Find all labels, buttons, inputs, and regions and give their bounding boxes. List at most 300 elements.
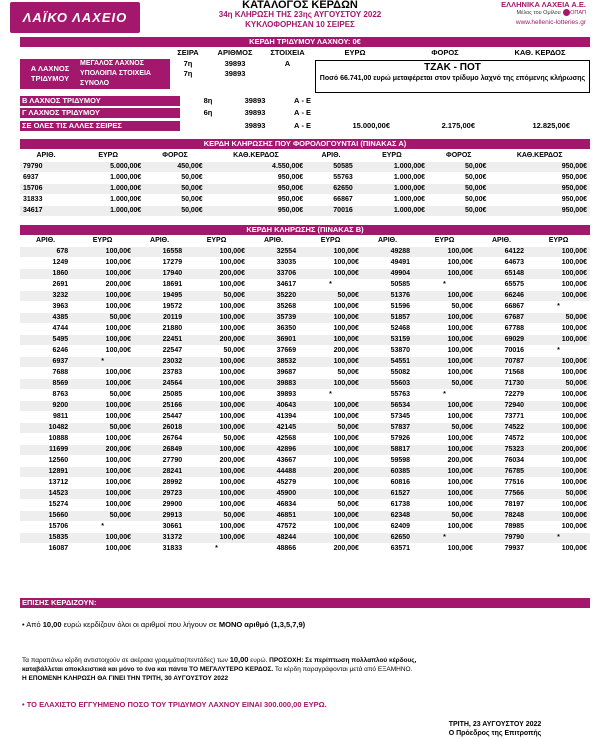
prize-value: 50,00€ bbox=[71, 390, 134, 401]
prize-value: 50,00€ bbox=[185, 291, 248, 302]
prize-value: 100,00€ bbox=[185, 500, 248, 511]
prize-value: 100,00€ bbox=[299, 247, 362, 258]
ticket-number: 7688 bbox=[20, 368, 71, 379]
ticket-number: 48866 bbox=[248, 544, 299, 555]
prize-value: 5.000,00€ bbox=[72, 162, 144, 173]
prize-value: 100,00€ bbox=[413, 401, 476, 412]
table-row bbox=[20, 173, 590, 184]
jackpot-title: ΤΖΑΚ - ΠΟΤ bbox=[424, 62, 481, 73]
ticket-number: 70016 bbox=[476, 346, 527, 357]
prize-value: * bbox=[413, 280, 476, 291]
table-row bbox=[20, 500, 590, 511]
prize-value: * bbox=[527, 533, 590, 544]
ticket-number: 53870 bbox=[362, 346, 413, 357]
prize-value: * bbox=[71, 522, 134, 533]
prize-value: 100,00€ bbox=[185, 390, 248, 401]
prize-value: 100,00€ bbox=[299, 324, 362, 335]
ticket-number: 1860 bbox=[20, 269, 71, 280]
ticket-number: 25085 bbox=[134, 390, 185, 401]
prize-value: 100,00€ bbox=[413, 324, 476, 335]
column-header: ΕΥΡΩ bbox=[71, 236, 134, 247]
prize-value: 100,00€ bbox=[299, 489, 362, 500]
ticket-number: 67687 bbox=[476, 313, 527, 324]
ticket-number: 60385 bbox=[362, 467, 413, 478]
ticket-number: 29900 bbox=[134, 500, 185, 511]
table-row bbox=[20, 368, 590, 379]
ticket-number: 15835 bbox=[20, 533, 71, 544]
a-row-label: ΣΥΝΟΛΟ bbox=[80, 79, 170, 89]
ticket-number: 10888 bbox=[20, 434, 71, 445]
prize-value: 50,00€ bbox=[413, 511, 476, 522]
prize-value: 100,00€ bbox=[71, 346, 134, 357]
ticket-number: 16558 bbox=[134, 247, 185, 258]
ticket-number: 58817 bbox=[362, 445, 413, 456]
ticket-number: 34617 bbox=[20, 206, 72, 217]
prize-value: 1.000,00€ bbox=[72, 173, 144, 184]
table-row bbox=[20, 291, 590, 302]
column-header: ΕΥΡΩ bbox=[413, 236, 476, 247]
ticket-number: 12560 bbox=[20, 456, 71, 467]
ticket-number: 72279 bbox=[476, 390, 527, 401]
ticket-number: 19495 bbox=[134, 291, 185, 302]
ticket-number: 1249 bbox=[20, 258, 71, 269]
ticket-number: 79790 bbox=[476, 533, 527, 544]
ticket-number: 27790 bbox=[134, 456, 185, 467]
prize-value: 100,00€ bbox=[299, 401, 362, 412]
prize-value: 50,00€ bbox=[71, 313, 134, 324]
ticket-number: 39687 bbox=[248, 368, 299, 379]
triple-winnings-bar: ΚΕΡΔΗ ΤΡΙΔΥΜΟΥ ΛΑΧΝΟΥ: 0€ bbox=[20, 37, 590, 47]
prize-value: 100,00€ bbox=[299, 302, 362, 313]
prize-value: 100,00€ bbox=[527, 434, 590, 445]
column-header: ΕΥΡΩ bbox=[527, 236, 590, 247]
ticket-number: 57345 bbox=[362, 412, 413, 423]
c-lachnos-label: Γ ΛΑΧΝΟΣ ΤΡΙΔΥΜΟΥ bbox=[20, 108, 180, 118]
prize-value: 200,00€ bbox=[413, 456, 476, 467]
ticket-number: 67788 bbox=[476, 324, 527, 335]
prize-value: 100,00€ bbox=[185, 423, 248, 434]
ticket-number: 45279 bbox=[248, 478, 299, 489]
b-lachnos-label: Β ΛΑΧΝΟΣ ΤΡΙΔΥΜΟΥ bbox=[20, 96, 180, 106]
ticket-number: 49904 bbox=[362, 269, 413, 280]
ticket-number: 6937 bbox=[20, 357, 71, 368]
table-row bbox=[20, 467, 590, 478]
ticket-number: 33035 bbox=[248, 258, 299, 269]
ticket-number: 51376 bbox=[362, 291, 413, 302]
ticket-number: 78197 bbox=[476, 500, 527, 511]
prize-value: * bbox=[299, 280, 362, 291]
prize-value: 50,00€ bbox=[527, 379, 590, 390]
prize-value: 50,00€ bbox=[71, 511, 134, 522]
prize-value: 100,00€ bbox=[185, 247, 248, 258]
page-title-block bbox=[150, 0, 450, 30]
table-row bbox=[20, 423, 590, 434]
jackpot-box bbox=[315, 60, 590, 93]
prize-value: 100,00€ bbox=[185, 258, 248, 269]
ticket-number: 50,00€ bbox=[428, 206, 489, 217]
prize-value: 100,00€ bbox=[185, 357, 248, 368]
ticket-number: 57926 bbox=[362, 434, 413, 445]
table-row bbox=[20, 412, 590, 423]
ticket-number: 50585 bbox=[306, 162, 356, 173]
prize-value: 50,00€ bbox=[71, 423, 134, 434]
also-win-bar: ΕΠΙΣΗΣ ΚΕΡΔΙΖΟΥΝ: bbox=[20, 598, 590, 608]
ticket-number: 77516 bbox=[476, 478, 527, 489]
prize-value: 100,00€ bbox=[413, 522, 476, 533]
ticket-number: 51857 bbox=[362, 313, 413, 324]
company-name: ΕΛΛΗΝΙΚΑ ΛΑΧΕΙΑ Α.Ε. bbox=[501, 0, 586, 9]
table-row bbox=[20, 346, 590, 357]
a-lachnos-label: Α ΛΑΧΝΟΣ ΤΡΙΔΥΜΟΥ bbox=[20, 59, 80, 89]
prize-value: 50,00€ bbox=[413, 302, 476, 313]
prize-value: 100,00€ bbox=[527, 368, 590, 379]
ticket-number: 450,00€ bbox=[144, 162, 205, 173]
column-header: ΦΟΡΟΣ bbox=[144, 151, 205, 162]
ticket-number: 18691 bbox=[134, 280, 185, 291]
prize-value: 1.000,00€ bbox=[72, 195, 144, 206]
prize-value: 100,00€ bbox=[71, 379, 134, 390]
header bbox=[0, 0, 592, 37]
ticket-number: 6937 bbox=[20, 173, 72, 184]
table-row bbox=[20, 401, 590, 412]
all-series-row: 39893 Α - Ε 15.000,00€ 2.175,00€ 12.825,00€ bbox=[244, 121, 570, 130]
prize-value: 100,00€ bbox=[527, 335, 590, 346]
ticket-number: 25447 bbox=[134, 412, 185, 423]
table-row bbox=[20, 258, 590, 269]
ticket-number: 53159 bbox=[362, 335, 413, 346]
ticket-number: 5495 bbox=[20, 335, 71, 346]
ticket-number: 21880 bbox=[134, 324, 185, 335]
ticket-number: 60816 bbox=[362, 478, 413, 489]
prize-value: 200,00€ bbox=[71, 445, 134, 456]
ticket-number: 30661 bbox=[134, 522, 185, 533]
ticket-number: 77566 bbox=[476, 489, 527, 500]
ticket-number: 54551 bbox=[362, 357, 413, 368]
prize-value: 100,00€ bbox=[71, 434, 134, 445]
ticket-number: 78248 bbox=[476, 511, 527, 522]
ticket-number: 62650 bbox=[306, 184, 356, 195]
prize-value: 50,00€ bbox=[299, 423, 362, 434]
ticket-number: 12891 bbox=[20, 467, 71, 478]
ticket-number: 17940 bbox=[134, 269, 185, 280]
prize-value: 200,00€ bbox=[299, 467, 362, 478]
page-title: ΚΑΤΑΛΟΓΟΣ ΚΕΡΔΩΝ bbox=[242, 0, 358, 11]
table-header-row bbox=[20, 151, 590, 162]
prize-value: 100,00€ bbox=[185, 324, 248, 335]
prize-value: 100,00€ bbox=[71, 478, 134, 489]
prize-value: 100,00€ bbox=[527, 467, 590, 478]
ticket-number: 38532 bbox=[248, 357, 299, 368]
table-row bbox=[20, 533, 590, 544]
ticket-number: 50,00€ bbox=[428, 162, 489, 173]
a-row: 7η 39893 Α bbox=[183, 59, 291, 68]
ticket-number: 50,00€ bbox=[428, 184, 489, 195]
table-row bbox=[20, 390, 590, 401]
ticket-number: 70016 bbox=[306, 206, 356, 217]
ticket-number: 11699 bbox=[20, 445, 71, 456]
ticket-number: 69029 bbox=[476, 335, 527, 346]
ticket-number: 65575 bbox=[476, 280, 527, 291]
prize-value: 200,00€ bbox=[185, 269, 248, 280]
ticket-number: 75323 bbox=[476, 445, 527, 456]
ticket-number: 50,00€ bbox=[144, 206, 205, 217]
ticket-number: 40643 bbox=[248, 401, 299, 412]
ticket-number: 73771 bbox=[476, 412, 527, 423]
prize-value: 200,00€ bbox=[185, 335, 248, 346]
table-row bbox=[20, 544, 590, 555]
prize-value: 100,00€ bbox=[413, 478, 476, 489]
table-row bbox=[20, 247, 590, 258]
prize-value: 100,00€ bbox=[71, 335, 134, 346]
prize-value: 100,00€ bbox=[299, 313, 362, 324]
prize-value: 1.000,00€ bbox=[356, 173, 428, 184]
logo: ΛΑΪΚΟ ΛΑΧΕΙΟ bbox=[10, 2, 140, 33]
prize-value: 100,00€ bbox=[71, 247, 134, 258]
table-row bbox=[20, 280, 590, 291]
ticket-number: 71730 bbox=[476, 379, 527, 390]
prize-value: 50,00€ bbox=[299, 500, 362, 511]
panel-b-table bbox=[20, 236, 590, 555]
c-row: 6η 39893 Α - Ε bbox=[203, 108, 312, 117]
ticket-number: 55763 bbox=[362, 390, 413, 401]
ticket-number: 72940 bbox=[476, 401, 527, 412]
prize-value: 100,00€ bbox=[185, 401, 248, 412]
prize-value: 950,00€ bbox=[206, 195, 307, 206]
prize-value: 50,00€ bbox=[185, 434, 248, 445]
prize-value: 950,00€ bbox=[206, 173, 307, 184]
prize-value: 200,00€ bbox=[299, 346, 362, 357]
ticket-number: 50,00€ bbox=[144, 173, 205, 184]
ticket-number: 76034 bbox=[476, 456, 527, 467]
table-row bbox=[20, 302, 590, 313]
ticket-number: 62348 bbox=[362, 511, 413, 522]
prize-value: 100,00€ bbox=[413, 258, 476, 269]
table-row bbox=[20, 269, 590, 280]
ticket-number: 15660 bbox=[20, 511, 71, 522]
ticket-number: 6246 bbox=[20, 346, 71, 357]
prize-value: 1.000,00€ bbox=[356, 206, 428, 217]
ticket-number: 61527 bbox=[362, 489, 413, 500]
series-info: ΚΥΚΛΟΦΟΡΗΣΑΝ 10 ΣΕΙΡΕΣ bbox=[245, 20, 355, 29]
prize-value: 50,00€ bbox=[413, 379, 476, 390]
ticket-number: 31833 bbox=[134, 544, 185, 555]
column-header: ΕΥΡΩ bbox=[72, 151, 144, 162]
ticket-number: 52468 bbox=[362, 324, 413, 335]
ticket-number: 37669 bbox=[248, 346, 299, 357]
prize-value: 100,00€ bbox=[299, 445, 362, 456]
prize-value: 100,00€ bbox=[413, 489, 476, 500]
prize-value: 100,00€ bbox=[527, 390, 590, 401]
prize-value: * bbox=[527, 302, 590, 313]
prize-value: 100,00€ bbox=[185, 489, 248, 500]
prize-value: 100,00€ bbox=[299, 269, 362, 280]
ticket-number: 42568 bbox=[248, 434, 299, 445]
prize-value: 100,00€ bbox=[527, 522, 590, 533]
prize-value: 50,00€ bbox=[299, 291, 362, 302]
prize-value: 100,00€ bbox=[299, 335, 362, 346]
table-row bbox=[20, 478, 590, 489]
ticket-number: 26018 bbox=[134, 423, 185, 434]
table-row bbox=[20, 456, 590, 467]
member-line: Μέλος του Ομίλου ΟΠΑΠ bbox=[516, 10, 586, 16]
prize-value: 100,00€ bbox=[527, 478, 590, 489]
column-header: ΑΡΙΘ. bbox=[20, 236, 71, 247]
ticket-number: 39893 bbox=[248, 390, 299, 401]
table-row bbox=[20, 434, 590, 445]
prize-value: 100,00€ bbox=[413, 544, 476, 555]
column-header: ΕΥΡΩ bbox=[185, 236, 248, 247]
column-header: ΚΑΘ.ΚΕΡΔΟΣ bbox=[489, 151, 590, 162]
ticket-number: 14523 bbox=[20, 489, 71, 500]
prize-value: * bbox=[527, 346, 590, 357]
table-header-row bbox=[20, 236, 590, 247]
ticket-number: 55082 bbox=[362, 368, 413, 379]
prize-value: * bbox=[71, 357, 134, 368]
ticket-number: 61738 bbox=[362, 500, 413, 511]
table-row bbox=[20, 162, 590, 173]
a-row-label: ΥΠΟΛΟΙΠΑ ΣΤΟΙΧΕΙΑ bbox=[80, 69, 170, 79]
ticket-number: 36350 bbox=[248, 324, 299, 335]
prize-value: 100,00€ bbox=[299, 379, 362, 390]
site-url[interactable]: www.hellenic-lotteries.gr bbox=[515, 19, 586, 26]
prize-value: 100,00€ bbox=[527, 291, 590, 302]
panel-b-title: ΚΕΡΔΗ ΚΛΗΡΩΣΗΣ (ΠΙΝΑΚΑΣ Β) bbox=[20, 225, 590, 235]
ticket-number: 44488 bbox=[248, 467, 299, 478]
ticket-number: 71568 bbox=[476, 368, 527, 379]
prize-value: 100,00€ bbox=[185, 445, 248, 456]
table-row bbox=[20, 324, 590, 335]
prize-value: 100,00€ bbox=[185, 313, 248, 324]
ticket-number: 35268 bbox=[248, 302, 299, 313]
prize-value: 100,00€ bbox=[71, 489, 134, 500]
draw-info: 34η ΚΛΗΡΩΣΗ ΤΗΣ 23ης ΑΥΓΟΥΣΤΟΥ 2022 bbox=[218, 10, 382, 19]
ticket-number: 32554 bbox=[248, 247, 299, 258]
prize-value: 100,00€ bbox=[299, 357, 362, 368]
prize-value: 100,00€ bbox=[527, 412, 590, 423]
prize-value: * bbox=[185, 544, 248, 555]
ticket-number: 79937 bbox=[476, 544, 527, 555]
prize-value: 100,00€ bbox=[185, 379, 248, 390]
table-row bbox=[20, 379, 590, 390]
ticket-number: 28992 bbox=[134, 478, 185, 489]
ticket-number: 36901 bbox=[248, 335, 299, 346]
all-series-label: ΣΕ ΟΛΕΣ ΤΙΣ ΑΛΛΕΣ ΣΕΙΡΕΣ bbox=[20, 121, 180, 131]
ticket-number: 15706 bbox=[20, 522, 71, 533]
ticket-number: 17279 bbox=[134, 258, 185, 269]
prize-value: 50,00€ bbox=[527, 489, 590, 500]
ticket-number: 45900 bbox=[248, 489, 299, 500]
ticket-number: 3963 bbox=[20, 302, 71, 313]
ticket-number: 48244 bbox=[248, 533, 299, 544]
ticket-number: 34617 bbox=[248, 280, 299, 291]
prize-value: 100,00€ bbox=[71, 500, 134, 511]
ticket-number: 79790 bbox=[20, 162, 72, 173]
column-header: ΑΡΙΘ. bbox=[248, 236, 299, 247]
ticket-number: 50,00€ bbox=[428, 173, 489, 184]
ticket-number: 29913 bbox=[134, 511, 185, 522]
ticket-number: 19572 bbox=[134, 302, 185, 313]
prize-value: 100,00€ bbox=[413, 412, 476, 423]
table-row bbox=[20, 522, 590, 533]
prize-value: 100,00€ bbox=[71, 401, 134, 412]
ticket-number: 24564 bbox=[134, 379, 185, 390]
table-row bbox=[20, 184, 590, 195]
ticket-number: 31372 bbox=[134, 533, 185, 544]
prize-value: 100,00€ bbox=[527, 258, 590, 269]
prize-value: 100,00€ bbox=[299, 456, 362, 467]
prize-value: 100,00€ bbox=[413, 434, 476, 445]
column-header: ΑΡΙΘ. bbox=[134, 236, 185, 247]
column-header: ΕΥΡΩ bbox=[356, 151, 428, 162]
prize-value: 100,00€ bbox=[299, 412, 362, 423]
prize-value: 100,00€ bbox=[413, 291, 476, 302]
prize-value: 100,00€ bbox=[299, 434, 362, 445]
prize-value: 100,00€ bbox=[299, 533, 362, 544]
prize-value: 4.550,00€ bbox=[206, 162, 307, 173]
ticket-number: 70787 bbox=[476, 357, 527, 368]
notes-block: Τα παραπάνω κέρδη αντιστοιχούν σε ακέραια γραμμάτια(πεντάδες) των 10,00 ευρώ. ΠΡΟΣΟΧΗ: Σε περίπτωση πολλαπλού κέρδους, καταβάλλεται αποκλειστικά και μόνο το ένα και πάντα ΤΟ ΜΕΓΑΛΥΤΕΡΟ ΚΕΡΔΟΣ. Τα κέρδη παραγράφονται μετά από ΕΞΑΜΗΝΟ. Η ΕΠΟΜΕΝΗ ΚΛΗΡΩΣΗ ΘΑ ΓΙΝΕΙ ΤΗΝ ΤΡΙΤΗ, 30 ΑΥΓΟΥΣΤΟΥ 2022 bbox=[22, 655, 417, 682]
prize-value: 100,00€ bbox=[71, 368, 134, 379]
prize-value: 100,00€ bbox=[185, 302, 248, 313]
ticket-number: 678 bbox=[20, 247, 71, 258]
prize-value: 50,00€ bbox=[185, 511, 248, 522]
prize-value: 200,00€ bbox=[299, 544, 362, 555]
prize-value: 950,00€ bbox=[489, 195, 590, 206]
prize-value: 100,00€ bbox=[413, 346, 476, 357]
column-header: ΚΑΘ.ΚΕΡΔΟΣ bbox=[206, 151, 307, 162]
ticket-number: 66246 bbox=[476, 291, 527, 302]
prize-value: 100,00€ bbox=[527, 280, 590, 291]
ticket-number: 46851 bbox=[248, 511, 299, 522]
prize-value: 100,00€ bbox=[527, 544, 590, 555]
prize-value: * bbox=[299, 390, 362, 401]
ticket-number: 42145 bbox=[248, 423, 299, 434]
prize-value: 1.000,00€ bbox=[356, 195, 428, 206]
ticket-number: 57837 bbox=[362, 423, 413, 434]
prize-value: 200,00€ bbox=[71, 280, 134, 291]
ticket-number: 49491 bbox=[362, 258, 413, 269]
prize-value: 100,00€ bbox=[413, 357, 476, 368]
prize-value: 100,00€ bbox=[527, 511, 590, 522]
ticket-number: 50,00€ bbox=[144, 195, 205, 206]
prize-value: 50,00€ bbox=[413, 423, 476, 434]
prize-value: 100,00€ bbox=[527, 269, 590, 280]
column-header: ΑΡΙΘ. bbox=[476, 236, 527, 247]
prize-value: 100,00€ bbox=[413, 500, 476, 511]
ticket-number: 15706 bbox=[20, 184, 72, 195]
ticket-number: 10482 bbox=[20, 423, 71, 434]
ticket-number: 28241 bbox=[134, 467, 185, 478]
prize-value: 950,00€ bbox=[489, 184, 590, 195]
prize-value: 100,00€ bbox=[527, 357, 590, 368]
ticket-number: 63571 bbox=[362, 544, 413, 555]
ticket-number: 50585 bbox=[362, 280, 413, 291]
columns-header: ΣΕΙΡΑ ΑΡΙΘΜΟΣ ΣΤΟΙΧΕΙΑ ΕΥΡΩ ΦΟΡΟΣ ΚΑΘ. ΚΕΡΔΟΣ bbox=[177, 48, 566, 57]
prize-value: 100,00€ bbox=[71, 324, 134, 335]
table-row bbox=[20, 313, 590, 324]
ticket-number: 4744 bbox=[20, 324, 71, 335]
prize-value: 100,00€ bbox=[413, 247, 476, 258]
column-header: ΑΡΙΘ. bbox=[362, 236, 413, 247]
ticket-number: 8569 bbox=[20, 379, 71, 390]
prize-value: 100,00€ bbox=[299, 511, 362, 522]
brand-block bbox=[446, 0, 586, 27]
prize-value: 100,00€ bbox=[299, 258, 362, 269]
prize-value: 200,00€ bbox=[527, 445, 590, 456]
ticket-number: 55603 bbox=[362, 379, 413, 390]
ticket-number: 59598 bbox=[362, 456, 413, 467]
prize-value: 100,00€ bbox=[71, 456, 134, 467]
